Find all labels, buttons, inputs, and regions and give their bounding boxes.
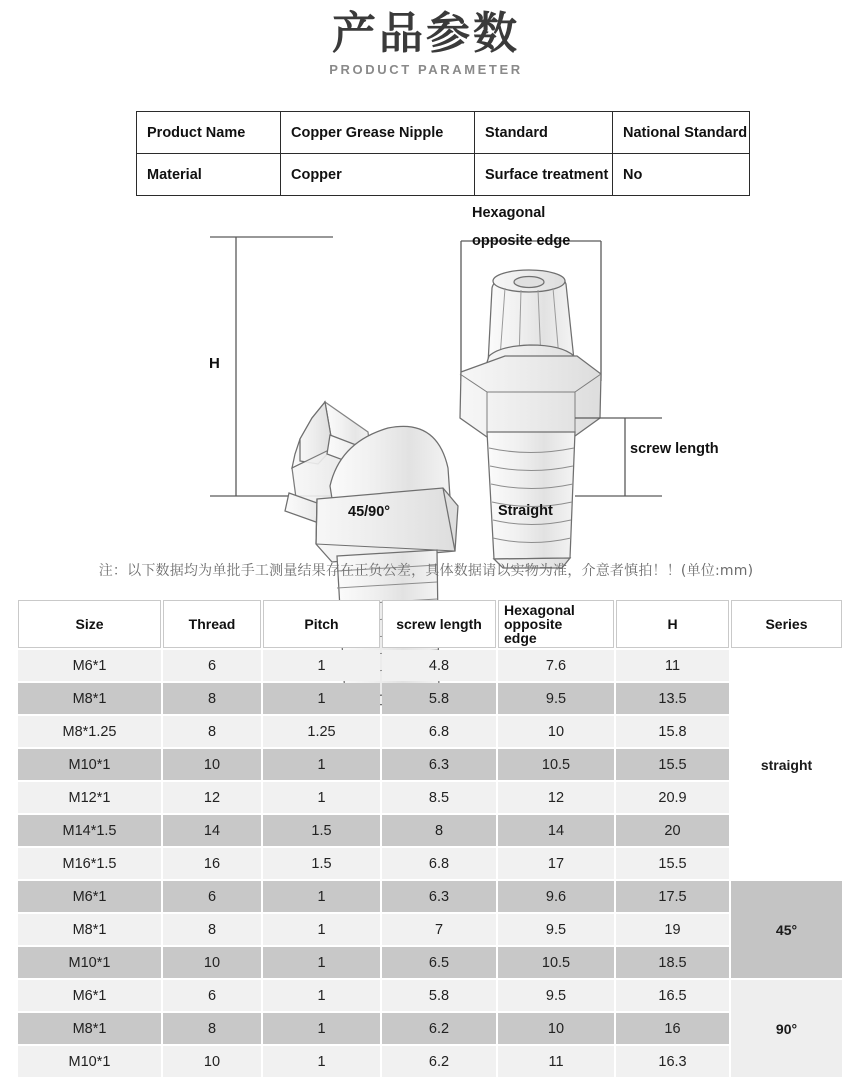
- spec-cell-series: straight: [731, 650, 842, 879]
- spec-header-series: Series: [731, 600, 842, 648]
- spec-cell-h: 13.5: [616, 683, 729, 714]
- spec-cell-pitch: 1.5: [263, 848, 380, 879]
- info-label-product-name: Product Name: [137, 112, 281, 154]
- spec-cell-hexagonal-opposite-edge: 9.5: [498, 980, 614, 1011]
- spec-cell-h: 11: [616, 650, 729, 681]
- measurement-note: 注：以下数据均为单批手工测量结果存在正负公差，具体数据请以实物为准，介意者慎拍！！(单位:mm): [98, 563, 754, 579]
- spec-cell-hexagonal-opposite-edge: 12: [498, 782, 614, 813]
- product-diagram: [0, 196, 852, 536]
- spec-cell-pitch: 1: [263, 749, 380, 780]
- spec-cell-thread: 10: [163, 1046, 261, 1077]
- spec-cell-size: M6*1: [18, 980, 161, 1011]
- spec-cell-thread: 12: [163, 782, 261, 813]
- spec-cell-hexagonal-opposite-edge: 17: [498, 848, 614, 879]
- diagram-label-hexagonal-line2: opposite edge: [472, 233, 571, 249]
- spec-cell-size: M6*1: [18, 650, 161, 681]
- spec-cell-screw-length: 5.8: [382, 683, 496, 714]
- spec-table-row: [18, 650, 842, 681]
- spec-cell-h: 18.5: [616, 947, 729, 978]
- spec-cell-screw-length: 6.8: [382, 716, 496, 747]
- spec-header-size: Size: [18, 600, 161, 648]
- spec-cell-thread: 16: [163, 848, 261, 879]
- spec-table-row: [18, 1013, 842, 1044]
- spec-header-row: [18, 600, 842, 648]
- spec-header-hexagonal-opposite-edge: [498, 600, 614, 648]
- diagram-svg: [0, 196, 852, 536]
- info-label-standard: Standard: [475, 112, 613, 154]
- diagram-caption-straight: Straight: [498, 503, 553, 519]
- dimension-screw-length: [575, 418, 662, 496]
- spec-cell-screw-length: 6.2: [382, 1046, 496, 1077]
- page-title-en: PRODUCT PARAMETER: [329, 62, 523, 77]
- spec-cell-hexagonal-opposite-edge: 11: [498, 1046, 614, 1077]
- spec-cell-hexagonal-opposite-edge: 7.6: [498, 650, 614, 681]
- spec-cell-screw-length: 4.8: [382, 650, 496, 681]
- spec-cell-thread: 8: [163, 683, 261, 714]
- diagram-label-hexagonal-line1: Hexagonal: [472, 205, 546, 221]
- spec-cell-hexagonal-opposite-edge: 10.5: [498, 749, 614, 780]
- spec-table-row: [18, 848, 842, 879]
- spec-cell-size: M10*1: [18, 1046, 161, 1077]
- spec-cell-screw-length: 6.8: [382, 848, 496, 879]
- spec-cell-screw-length: 6.3: [382, 749, 496, 780]
- spec-cell-pitch: 1: [263, 650, 380, 681]
- nipple-straight-drawing: [460, 270, 601, 568]
- spec-cell-size: M8*1.25: [18, 716, 161, 747]
- spec-cell-hexagonal-opposite-edge: 10: [498, 1013, 614, 1044]
- spec-table-row: [18, 782, 842, 813]
- spec-cell-h: 19: [616, 914, 729, 945]
- spec-cell-screw-length: 8.5: [382, 782, 496, 813]
- spec-table-row: [18, 815, 842, 846]
- spec-cell-pitch: 1: [263, 947, 380, 978]
- spec-cell-h: 16.3: [616, 1046, 729, 1077]
- page-title-block: [0, 8, 852, 77]
- spec-cell-h: 15.8: [616, 716, 729, 747]
- spec-cell-size: M10*1: [18, 947, 161, 978]
- spec-cell-hexagonal-opposite-edge: 9.5: [498, 683, 614, 714]
- spec-cell-size: M10*1: [18, 749, 161, 780]
- spec-cell-h: 17.5: [616, 881, 729, 912]
- spec-cell-h: 15.5: [616, 848, 729, 879]
- spec-cell-thread: 10: [163, 749, 261, 780]
- spec-cell-thread: 14: [163, 815, 261, 846]
- spec-cell-size: M8*1: [18, 1013, 161, 1044]
- spec-cell-size: M8*1: [18, 914, 161, 945]
- spec-cell-thread: 6: [163, 650, 261, 681]
- spec-cell-screw-length: 6.5: [382, 947, 496, 978]
- spec-cell-series: 45°: [731, 881, 842, 978]
- spec-cell-hexagonal-opposite-edge: 9.5: [498, 914, 614, 945]
- info-value-material: Copper: [281, 154, 475, 196]
- spec-cell-pitch: 1: [263, 782, 380, 813]
- spec-table-row: [18, 980, 842, 1011]
- spec-cell-h: 16: [616, 1013, 729, 1044]
- spec-cell-pitch: 1: [263, 1013, 380, 1044]
- spec-cell-hexagonal-opposite-edge: 14: [498, 815, 614, 846]
- spec-cell-size: M8*1: [18, 683, 161, 714]
- spec-table-row: [18, 749, 842, 780]
- spec-header-screw-length: screw length: [382, 600, 496, 648]
- spec-cell-series: 90°: [731, 980, 842, 1077]
- spec-table-body: [18, 650, 842, 1077]
- spec-header-thread: Thread: [163, 600, 261, 648]
- spec-cell-size: M16*1.5: [18, 848, 161, 879]
- spec-cell-screw-length: 5.8: [382, 980, 496, 1011]
- spec-table-row: [18, 716, 842, 747]
- spec-header-hex-line2: edge: [504, 630, 537, 646]
- info-label-material: Material: [137, 154, 281, 196]
- specification-table: [16, 598, 844, 1079]
- spec-cell-screw-length: 7: [382, 914, 496, 945]
- spec-table-row: [18, 683, 842, 714]
- info-label-surface-treatment: Surface treatment: [475, 154, 613, 196]
- spec-cell-hexagonal-opposite-edge: 10: [498, 716, 614, 747]
- spec-cell-size: M14*1.5: [18, 815, 161, 846]
- spec-cell-pitch: 1: [263, 683, 380, 714]
- spec-cell-h: 20.9: [616, 782, 729, 813]
- spec-cell-h: 16.5: [616, 980, 729, 1011]
- spec-cell-thread: 6: [163, 881, 261, 912]
- diagram-caption-45-90: 45/90°: [348, 504, 391, 520]
- product-info-table: [136, 111, 750, 196]
- spec-header-h: H: [616, 600, 729, 648]
- spec-header-pitch: Pitch: [263, 600, 380, 648]
- spec-cell-hexagonal-opposite-edge: 9.6: [498, 881, 614, 912]
- diagram-label-screw-length: screw length: [630, 441, 719, 457]
- spec-table-wrap: [16, 598, 838, 1079]
- spec-table-row: [18, 1046, 842, 1077]
- diagram-label-height: H: [209, 355, 220, 372]
- spec-cell-pitch: 1.25: [263, 716, 380, 747]
- spec-cell-pitch: 1: [263, 980, 380, 1011]
- spec-cell-thread: 8: [163, 1013, 261, 1044]
- spec-cell-pitch: 1: [263, 1046, 380, 1077]
- info-value-product-name: Copper Grease Nipple: [281, 112, 475, 154]
- spec-table-row: [18, 947, 842, 978]
- spec-cell-hexagonal-opposite-edge: 10.5: [498, 947, 614, 978]
- spec-cell-thread: 10: [163, 947, 261, 978]
- spec-cell-screw-length: 6.2: [382, 1013, 496, 1044]
- spec-cell-pitch: 1.5: [263, 815, 380, 846]
- spec-cell-screw-length: 6.3: [382, 881, 496, 912]
- spec-cell-screw-length: 8: [382, 815, 496, 846]
- spec-cell-h: 15.5: [616, 749, 729, 780]
- spec-cell-h: 20: [616, 815, 729, 846]
- spec-table-row: [18, 914, 842, 945]
- spec-table-row: [18, 881, 842, 912]
- spec-cell-size: M12*1: [18, 782, 161, 813]
- page-title-cn: 产品参数: [332, 9, 520, 58]
- info-value-standard: National Standard: [613, 112, 750, 154]
- spec-cell-thread: 6: [163, 980, 261, 1011]
- info-row-product-name: [137, 112, 750, 154]
- spec-cell-pitch: 1: [263, 914, 380, 945]
- info-value-surface-treatment: No: [613, 154, 750, 196]
- spec-cell-size: M6*1: [18, 881, 161, 912]
- spec-cell-thread: 8: [163, 716, 261, 747]
- spec-cell-pitch: 1: [263, 881, 380, 912]
- info-row-material: [137, 154, 750, 196]
- spec-header-hex-line1: Hexagonal opposite: [504, 602, 575, 632]
- spec-cell-thread: 8: [163, 914, 261, 945]
